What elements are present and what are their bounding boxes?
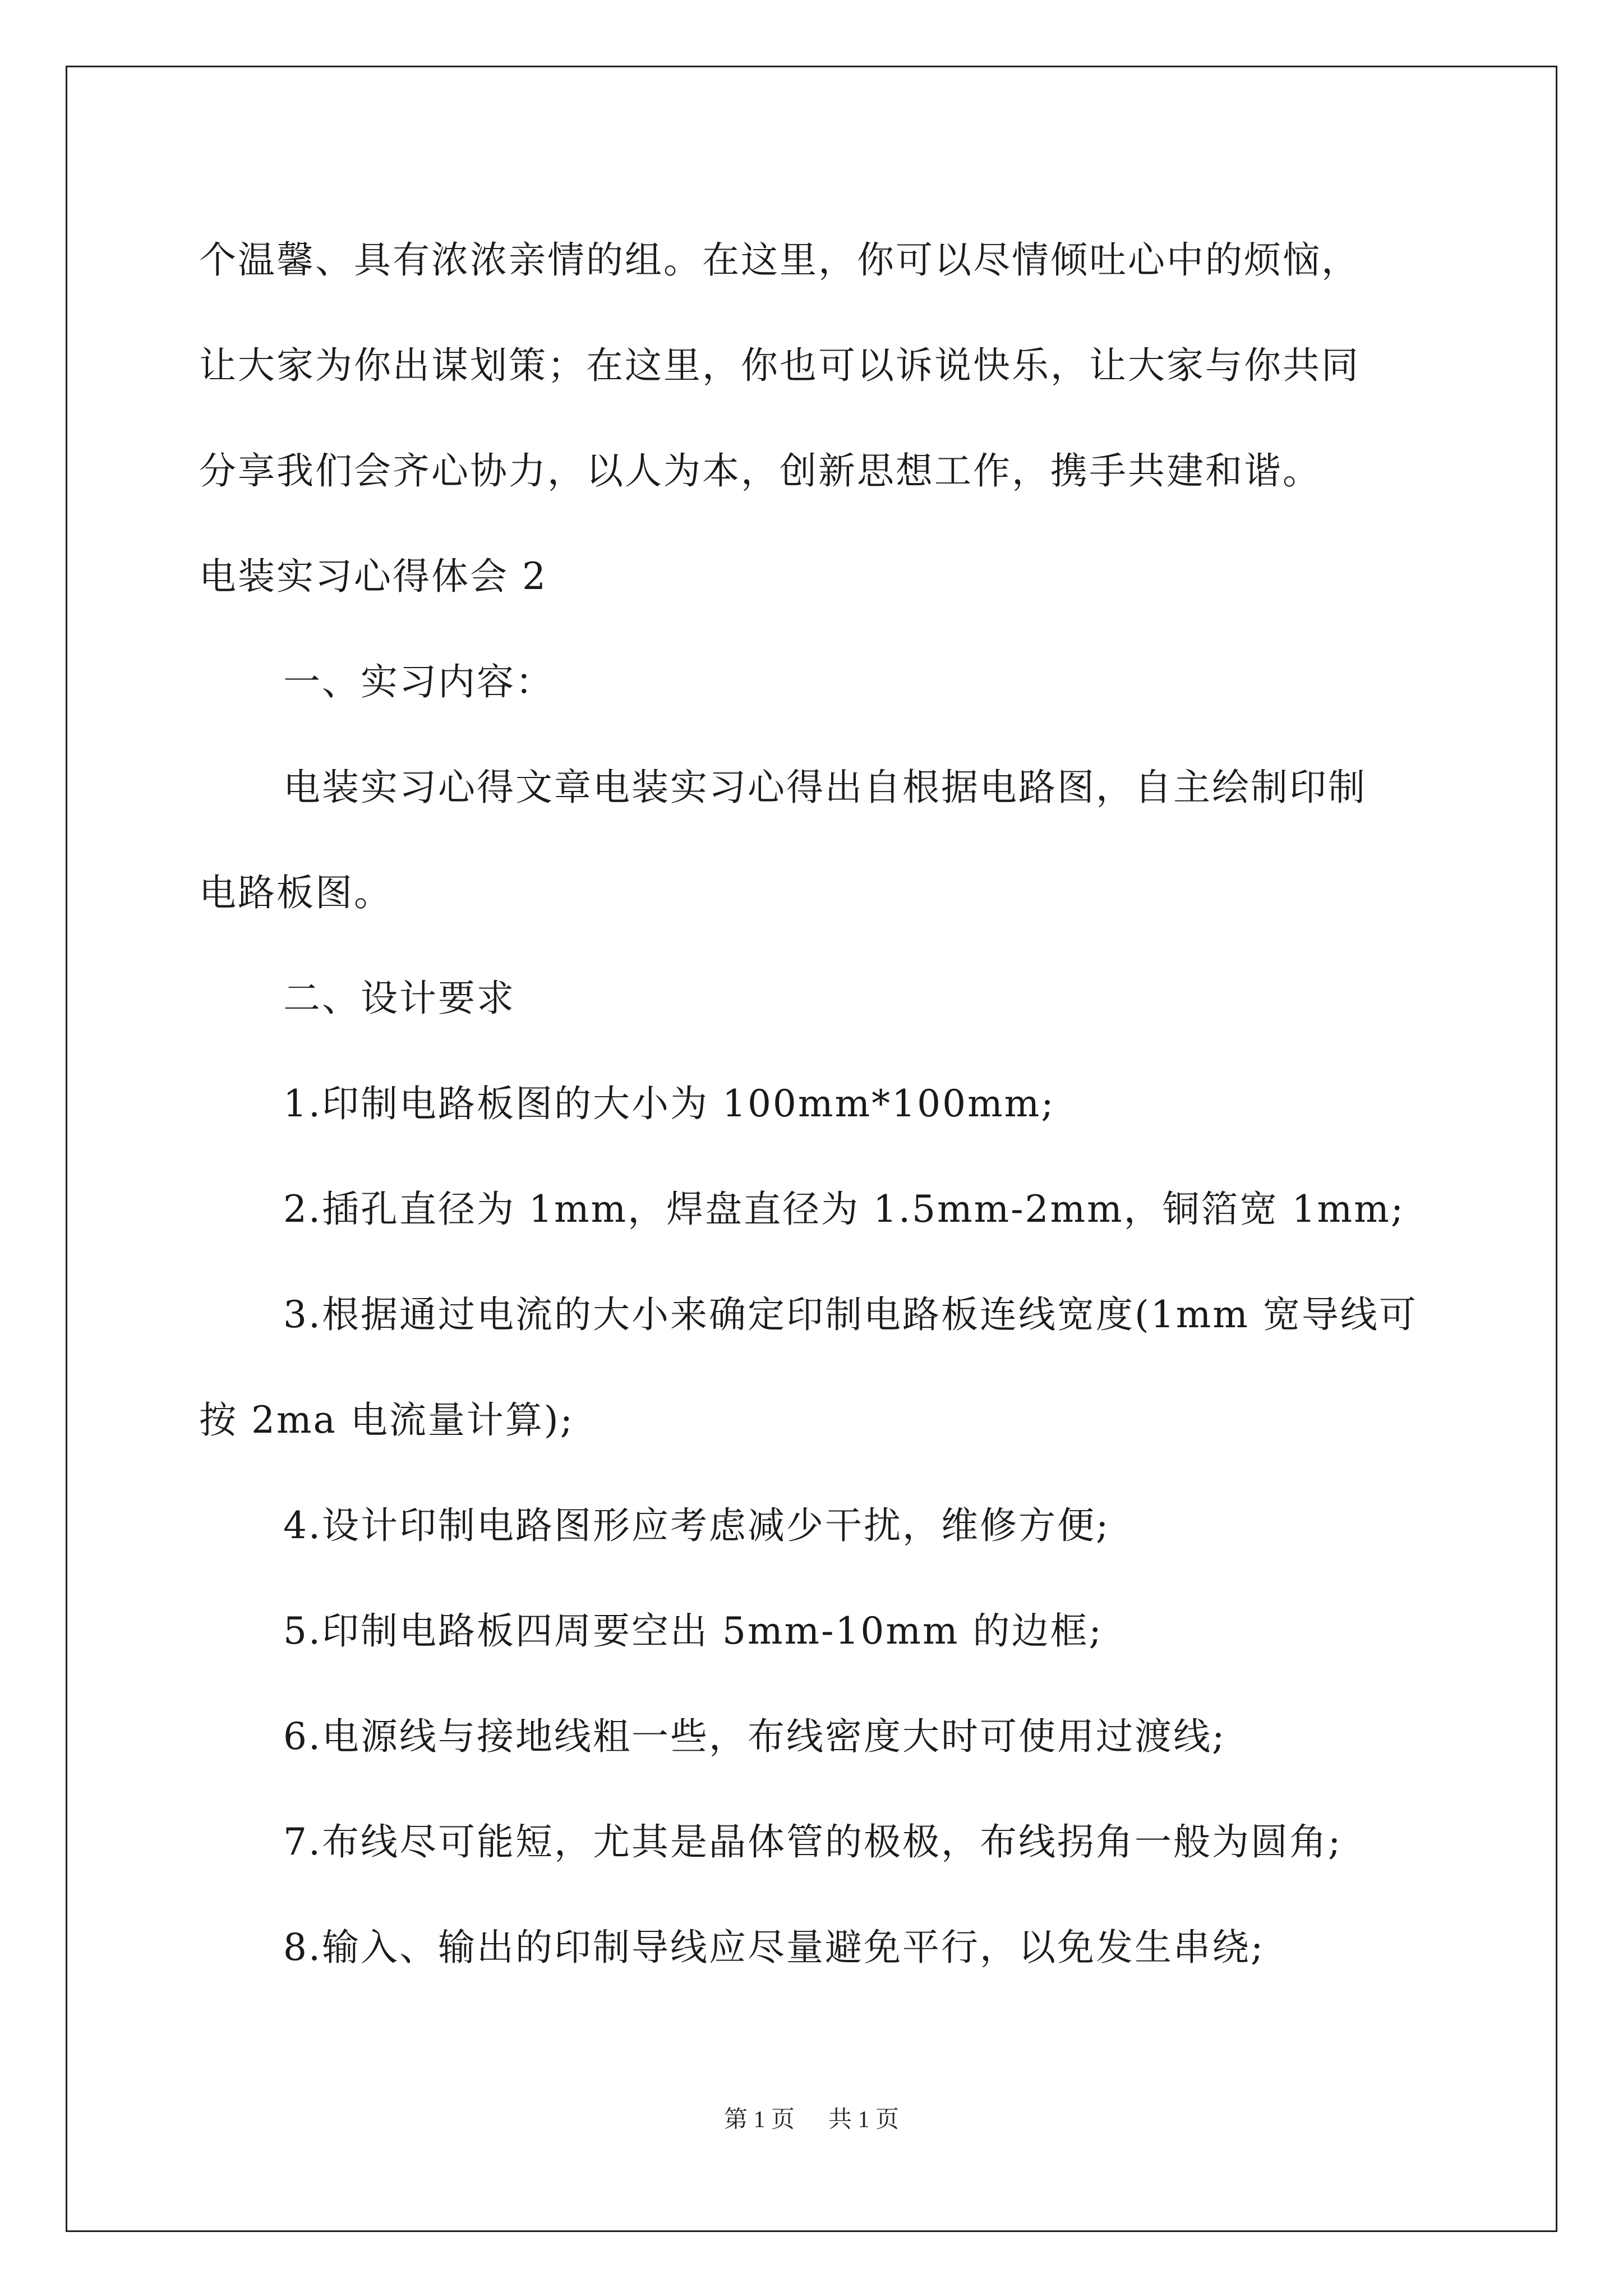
- list-item: 1.印制电路板图的大小为 100mm*100mm;: [283, 1082, 1055, 1125]
- page-footer: [0, 2101, 1623, 2134]
- subsection-heading: 二、设计要求: [283, 977, 515, 1020]
- list-item-continuation: 按 2ma 电流量计算);: [199, 1398, 574, 1442]
- paragraph-line: 电路板图。: [199, 871, 393, 914]
- page-number: 第 1 页: [723, 2107, 795, 2133]
- list-item: 3.根据通过电流的大小来确定印制电路板连线宽度(1mm 宽导线可: [283, 1293, 1418, 1336]
- section-title: 电装实习心得体会 2: [199, 555, 547, 598]
- list-item: 5.印制电路板四周要空出 5mm-10mm 的边框;: [283, 1609, 1103, 1653]
- paragraph-line: 个温馨、具有浓浓亲情的组。在这里，你可以尽情倾吐心中的烦恼，: [199, 238, 1360, 282]
- paragraph-line: 分享我们会齐心协力，以人为本，创新思想工作，携手共建和谐。: [199, 449, 1321, 493]
- paragraph-line: 让大家为你出谋划策；在这里，你也可以诉说快乐，让大家与你共同: [199, 344, 1360, 387]
- document-body: [199, 208, 1433, 2000]
- subsection-heading: 一、实习内容：: [283, 660, 554, 703]
- list-item: 6.电源线与接地线粗一些，布线密度大时可使用过渡线;: [283, 1715, 1227, 1758]
- list-item: 7.布线尽可能短，尤其是晶体管的极极，布线拐角一般为圆角;: [283, 1820, 1343, 1864]
- paragraph-line: 电装实习心得文章电装实习心得出自根据电路图，自主绘制印制: [283, 766, 1367, 809]
- page-total: 共 1 页: [828, 2107, 900, 2133]
- list-item: 4.设计印制电路图形应考虑减少干扰，维修方便;: [283, 1504, 1110, 1547]
- list-item: 8.输入、输出的印制导线应尽量避免平行，以免发生串绕;: [283, 1926, 1265, 1969]
- list-item: 2.插孔直径为 1mm，焊盘直径为 1.5mm-2mm，铜箔宽 1mm;: [283, 1188, 1405, 1231]
